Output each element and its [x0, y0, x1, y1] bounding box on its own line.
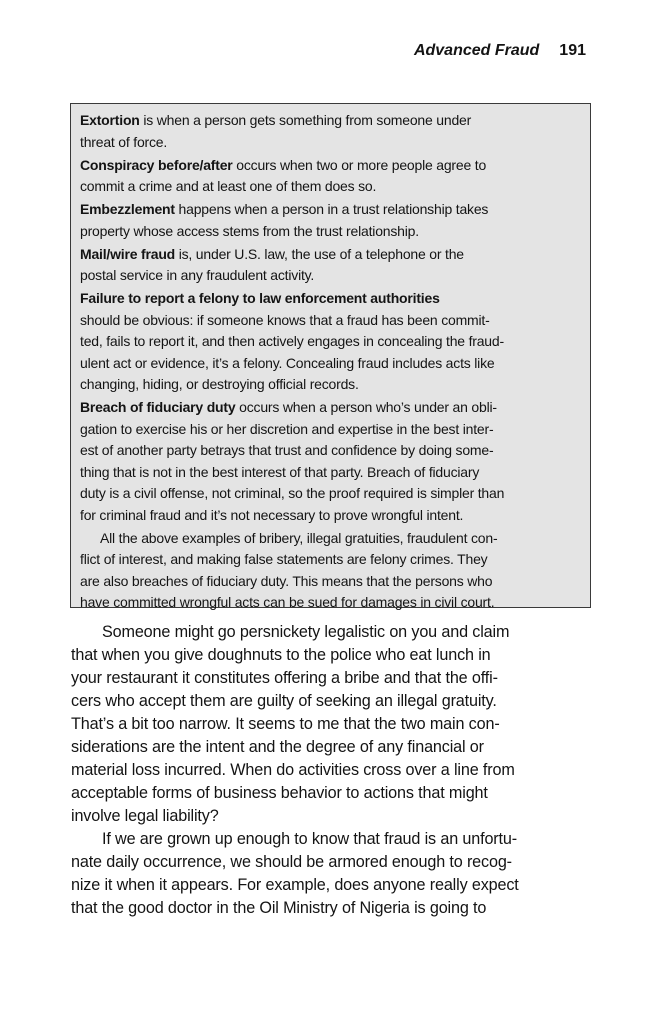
definition-term: Breach of fiduciary duty	[80, 399, 236, 415]
definition-embezzlement	[80, 199, 581, 242]
definition-text: est of another party betrays that trust and confidence by doing some-	[80, 442, 494, 458]
body-line: your restaurant it constitutes offering a bribe and that the offi-	[71, 669, 498, 687]
definition-text: is when a person gets something from someone under	[139, 112, 472, 128]
definition-term: Embezzlement	[80, 201, 175, 217]
body-line: that when you give doughnuts to the police who eat lunch in	[71, 646, 491, 664]
definition-failure-to-report	[80, 288, 581, 396]
definition-text: happens when a person in a trust relationship takes	[174, 201, 489, 217]
definition-term: Conspiracy before/after	[80, 156, 233, 173]
chapter-title: Advanced Fraud	[413, 42, 540, 59]
definition-term: Mail/wire fraud	[80, 245, 176, 262]
definition-text: occurs when a person who’s under an obli-	[235, 399, 497, 415]
definition-text: changing, hiding, or destroying official records.	[80, 376, 359, 392]
body-line: siderations are the intent and the degree of any financial or	[71, 738, 484, 756]
definition-text: thing that is not in the best interest of that party. Breach of fiduciary	[80, 463, 480, 480]
body-line: that the good doctor in the Oil Ministry of Nigeria is going to	[71, 899, 487, 917]
body-line: Someone might go persnickety legalistic on you and claim	[102, 623, 510, 641]
definition-extortion	[80, 110, 581, 153]
body-line: acceptable forms of business behavior to actions that might	[71, 784, 488, 802]
definitions-sidebar	[70, 103, 591, 608]
body-line: material loss incurred. When do activities cross over a line from	[71, 761, 515, 779]
definition-text: postal service in any fraudulent activity.	[80, 267, 315, 283]
definition-text: should be obvious: if someone knows that a fraud has been commit-	[80, 311, 490, 328]
body-paragraph	[71, 621, 591, 828]
definition-text: for criminal fraud and it’s not necessary to prove wrongful intent.	[80, 506, 464, 523]
running-header	[414, 42, 586, 60]
definition-term: Failure to report a felony to law enforcement authorities	[80, 290, 440, 306]
definition-text: property whose access stems from the trust relationship.	[80, 222, 419, 239]
definition-text: threat of force.	[80, 133, 168, 150]
body-text	[71, 621, 591, 920]
sidebar-summary-paragraph	[80, 528, 581, 614]
summary-line: flict of interest, and making false statements are felony crimes. They	[80, 551, 488, 567]
definition-breach-of-fiduciary-duty	[80, 397, 581, 526]
body-line: involve legal liability?	[71, 807, 219, 825]
body-line: If we are grown up enough to know that fraud is an unfortu-	[102, 830, 517, 848]
page-number: 191	[559, 42, 586, 59]
definition-term: Extortion	[80, 112, 140, 128]
definition-text: commit a crime and at least one of them does so.	[80, 178, 377, 194]
body-line: cers who accept them are guilty of seeking an illegal gratuity.	[71, 692, 497, 710]
definition-text: gation to exercise his or her discretion and expertise in the best inter-	[80, 420, 494, 437]
definition-text: ted, fails to report it, and then actively engages in concealing the fraud-	[80, 333, 504, 349]
definition-mail-wire-fraud	[80, 244, 581, 287]
body-line: That’s a bit too narrow. It seems to me that the two main con-	[71, 715, 500, 733]
definition-text: ulent act or evidence, it’s a felony. Concealing fraud includes acts like	[80, 354, 495, 371]
body-line: nize it when it appears. For example, does anyone really expect	[71, 876, 519, 894]
definition-text: is, under U.S. law, the use of a telephone or the	[175, 245, 464, 262]
body-line: nate daily occurrence, we should be armored enough to recog-	[71, 853, 512, 871]
summary-line: have committed wrongful acts can be sued for damages in civil court.	[80, 594, 495, 610]
summary-line: are also breaches of fiduciary duty. This means that the persons who	[80, 572, 493, 589]
definition-text: duty is a civil offense, not criminal, so the proof required is simpler than	[80, 485, 505, 501]
body-paragraph	[71, 828, 591, 920]
definition-conspiracy	[80, 155, 581, 198]
definition-text: occurs when two or more people agree to	[232, 156, 487, 173]
summary-line: All the above examples of bribery, illegal gratuities, fraudulent con-	[100, 529, 498, 546]
